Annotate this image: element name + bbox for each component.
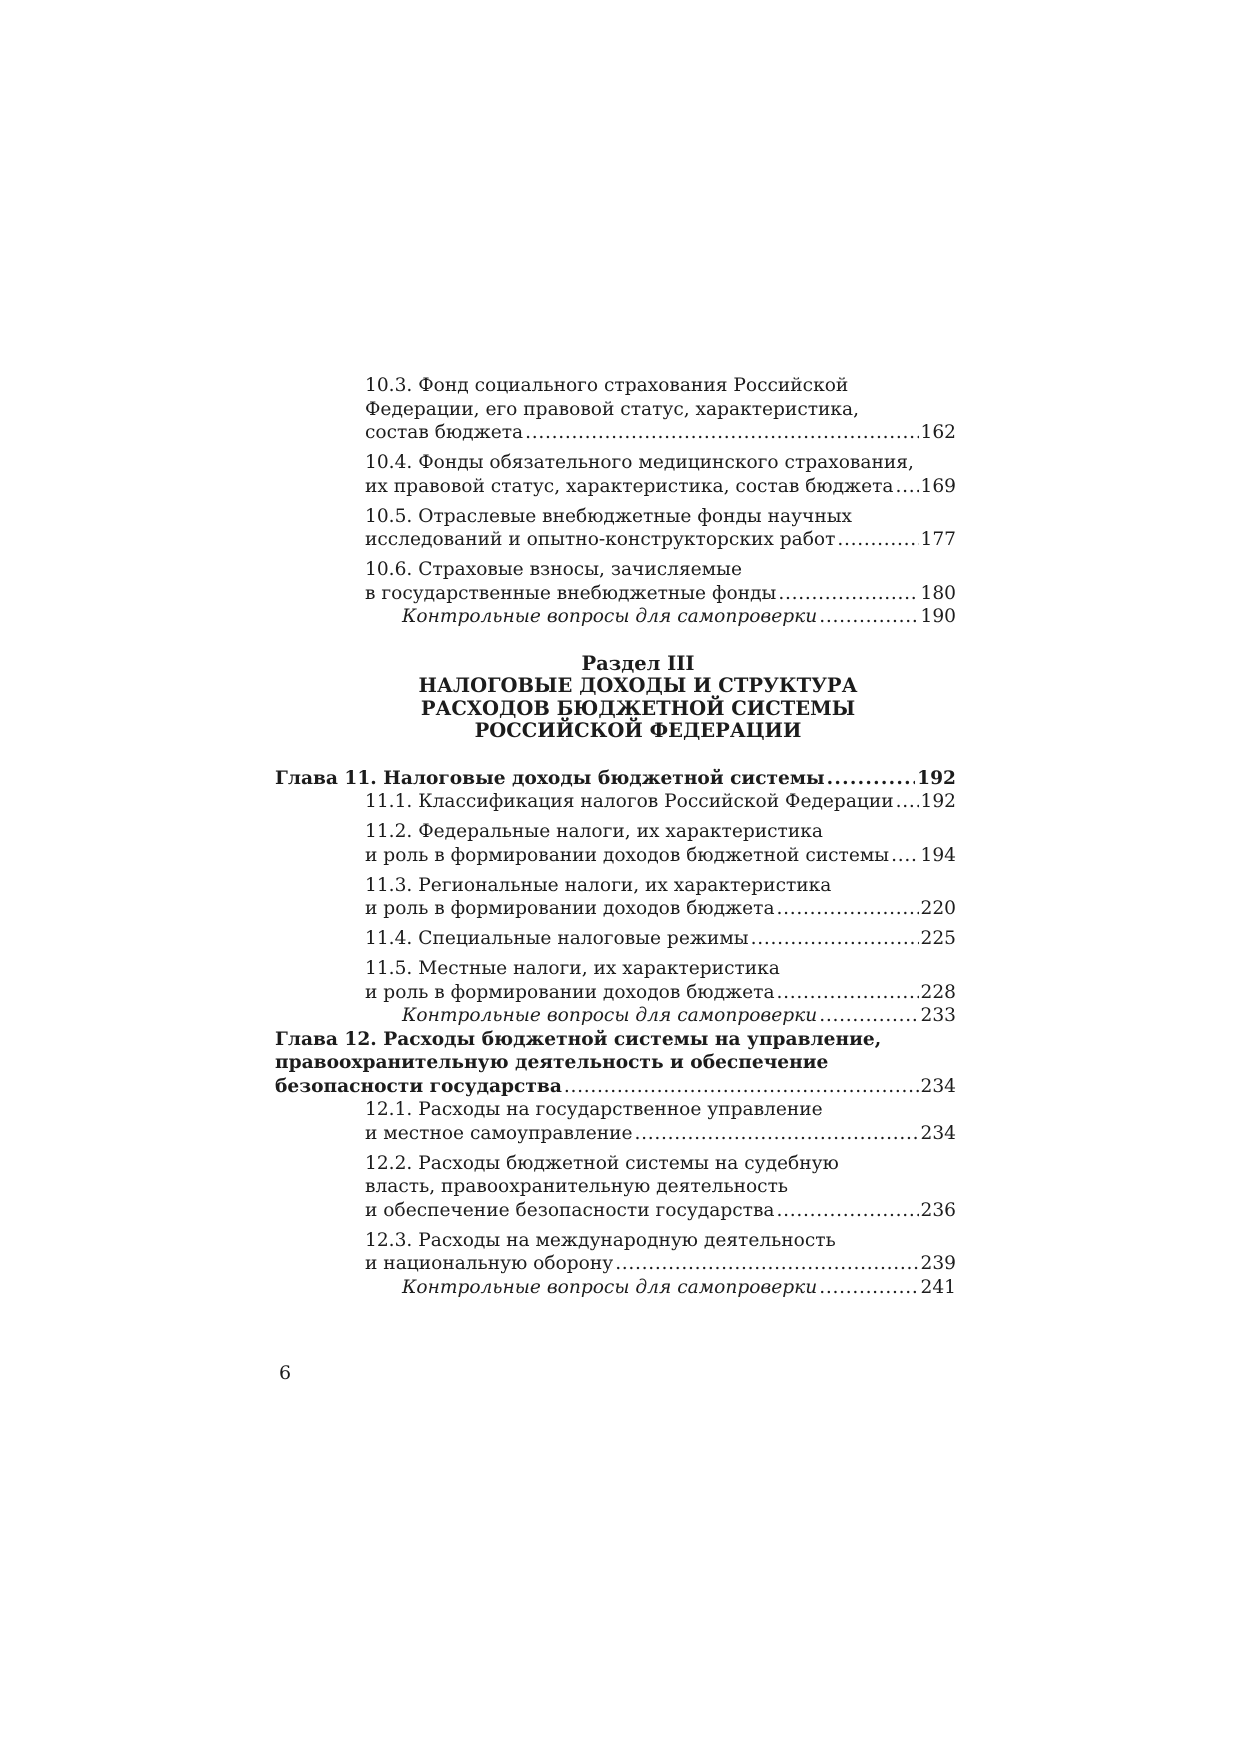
page-number: 236 [920, 1199, 956, 1221]
toc-entry-text: 10.6. Страховые взносы, зачисляемые [365, 559, 742, 580]
toc-entry-text: Контрольные вопросы для самопроверки [402, 606, 818, 627]
toc-entry-11-1 [320, 790, 956, 814]
toc-entry-11-5 [320, 957, 956, 1004]
page-number: 190 [920, 606, 956, 627]
toc-entry-text: их правовой статус, характеристика, состав бюджета [365, 475, 894, 497]
toc-entry-10-6 [320, 558, 956, 605]
page-number: 239 [920, 1253, 956, 1274]
toc-entry-text: и роль в формировании доходов бюджетной системы [365, 844, 890, 866]
page-number: 228 [920, 981, 956, 1003]
leader-dots [778, 582, 918, 606]
section-title-line: РАСХОДОВ БЮДЖЕТНОЙ СИСТЕМЫ [420, 696, 856, 720]
page-number: 192 [917, 767, 956, 789]
leader-dots [819, 1276, 918, 1300]
toc-entry-text: состав бюджета [365, 422, 524, 443]
toc-entry-10-3 [320, 374, 956, 445]
section-title-line: НАЛОГОВЫЕ ДОХОДЫ И СТРУКТУРА [418, 674, 858, 697]
leader-dots [777, 1199, 919, 1223]
toc-entry-text: 12.1. Расходы на государственное управление [365, 1099, 823, 1120]
leader-dots [819, 1004, 918, 1028]
toc-entry-10-5 [320, 505, 956, 552]
toc-entry-text: 10.3. Фонд социального страхования Российской [365, 375, 849, 396]
toc-control-questions [320, 605, 956, 629]
toc-entry-text: и местное самоуправление [365, 1122, 633, 1144]
toc-entry-text: 11.3. Региональные налоги, их характеристика [365, 874, 832, 896]
leader-dots [777, 981, 919, 1005]
leader-dots [635, 1122, 919, 1146]
page-number: 233 [920, 1005, 956, 1026]
leader-dots [564, 1075, 919, 1099]
table-of-contents [275, 374, 956, 1299]
toc-entry-text: 12.2. Расходы бюджетной системы на судебную [365, 1152, 839, 1174]
leader-dots [615, 1252, 918, 1276]
leader-dots [837, 528, 918, 552]
toc-entry-11-3 [320, 874, 956, 921]
page-number: 177 [920, 529, 956, 550]
toc-entry-text: 12.3. Расходы на международную деятельность [365, 1229, 836, 1251]
page-folio: 6 [279, 1362, 292, 1384]
section-label: Раздел III [581, 651, 695, 675]
page-number: 234 [920, 1122, 956, 1144]
page-number: 180 [920, 582, 956, 604]
leader-dots [827, 767, 916, 791]
page-number: 220 [920, 898, 956, 919]
toc-entry-text: 11.2. Федеральные налоги, их характеристика [365, 821, 823, 842]
chapter-title: правоохранительную деятельность и обеспечение [275, 1052, 829, 1073]
toc-chapter-11 [275, 767, 956, 791]
toc-entry-text: Федерации, его правовой статус, характеристика, [365, 398, 860, 420]
toc-entry-text: 11.1. Классификация налогов Российской Федерации [365, 791, 894, 812]
chapter-title: Глава 12. Расходы бюджетной системы на управление, [275, 1028, 882, 1050]
toc-control-questions [320, 1276, 956, 1300]
toc-entry-12-3 [320, 1229, 956, 1276]
page-number: 162 [920, 422, 956, 443]
section-title-line: РОССИЙСКОЙ ФЕДЕРАЦИИ [474, 719, 802, 742]
toc-entry-12-1 [320, 1098, 956, 1145]
toc-entry-text: исследований и опытно-конструкторских работ [365, 529, 836, 550]
toc-entry-text: в государственные внебюджетные фонды [365, 582, 777, 604]
toc-chapter-12 [275, 1028, 956, 1099]
page-number: 192 [920, 791, 956, 812]
chapter-title: Глава 11. Налоговые доходы бюджетной системы [275, 767, 825, 789]
page-number: 194 [920, 844, 956, 866]
toc-entry-text: 10.4. Фонды обязательного медицинского страхования, [365, 452, 914, 473]
toc-entry-11-4 [320, 927, 956, 951]
leader-dots [891, 844, 918, 868]
toc-entry-11-2 [320, 820, 956, 867]
leader-dots [896, 475, 919, 499]
toc-entry-text: и национальную оборону [365, 1253, 614, 1274]
leader-dots [819, 605, 918, 629]
toc-entry-text: и обеспечение безопасности государства [365, 1199, 775, 1221]
page-number: 225 [920, 928, 956, 949]
leader-dots [751, 927, 919, 951]
toc-control-questions [320, 1004, 956, 1028]
page-number: 241 [920, 1276, 956, 1298]
leader-dots [777, 897, 919, 921]
toc-entry-10-4 [320, 451, 956, 498]
leader-dots [525, 421, 918, 445]
leader-dots [896, 790, 919, 814]
toc-entry-text: Контрольные вопросы для самопроверки [402, 1276, 818, 1298]
chapter-title: безопасности государства [275, 1075, 562, 1097]
toc-entry-text: и роль в формировании доходов бюджета [365, 898, 775, 919]
toc-entry-text: Контрольные вопросы для самопроверки [402, 1005, 818, 1026]
toc-entry-text: и роль в формировании доходов бюджета [365, 981, 775, 1003]
page-number: 169 [920, 475, 956, 497]
page-number: 234 [920, 1075, 956, 1097]
toc-entry-text: власть, правоохранительную деятельность [365, 1176, 788, 1197]
toc-entry-text: 11.5. Местные налоги, их характеристика [365, 958, 780, 979]
toc-entry-text: 10.5. Отраслевые внебюджетные фонды научных [365, 505, 853, 527]
section-heading [320, 653, 956, 743]
toc-entry-text: 11.4. Специальные налоговые режимы [365, 928, 749, 949]
toc-entry-12-2 [320, 1152, 956, 1223]
